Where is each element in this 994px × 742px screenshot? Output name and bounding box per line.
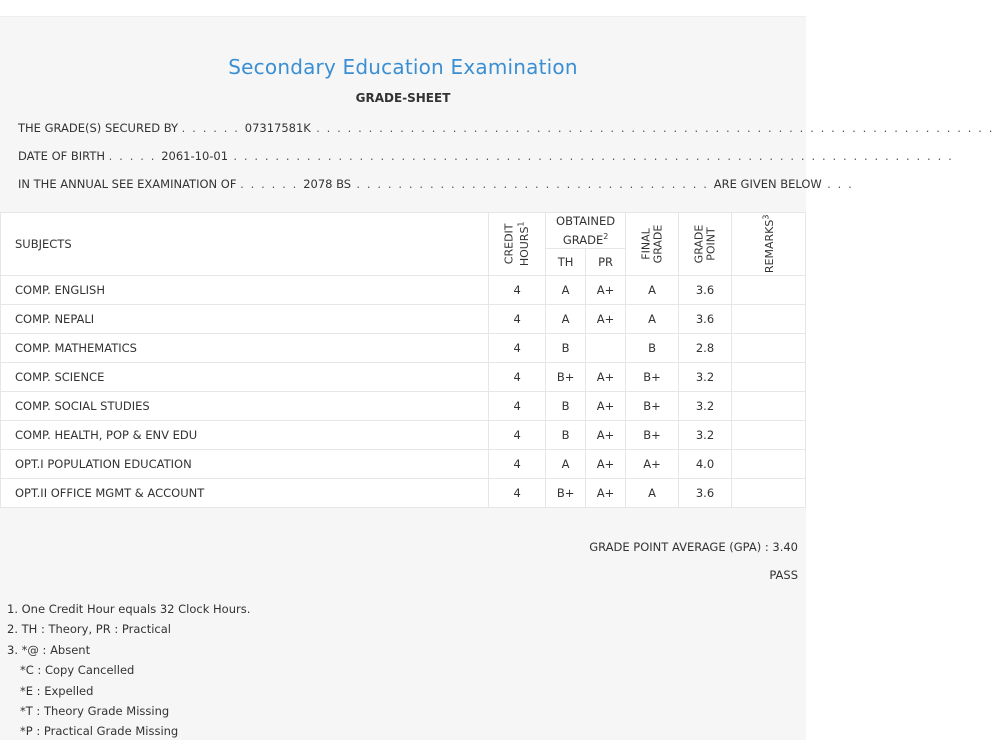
grade-point-cell: 3.2 (679, 391, 732, 420)
final-grade-cell: B (626, 333, 679, 362)
subject-cell: COMP. ENGLISH (1, 275, 489, 304)
grade-sheet-panel (0, 16, 994, 740)
symbol-number: 07317581K (244, 121, 311, 135)
header-th: TH (546, 248, 586, 275)
th-grade-cell: A (546, 275, 586, 304)
grade-point-cell: 3.6 (679, 478, 732, 507)
remarks-cell (731, 362, 805, 391)
pr-grade-cell: A+ (586, 478, 626, 507)
pr-grade-cell: A+ (586, 449, 626, 478)
remarks-cell (731, 304, 805, 333)
info-secured-line: THE GRADE(S) SECURED BY . . . . . . 07317581K . . . . . . . . . . . . . . . . . . . . . . . . . . . . . . . . . . . . . . . . . . . . . . . . . . . . . . . . . . . . . . . . . (18, 121, 994, 135)
pr-grade-cell (586, 333, 626, 362)
grade-point-cell: 4.0 (679, 449, 732, 478)
credit-cell: 4 (489, 449, 546, 478)
credit-cell: 4 (489, 478, 546, 507)
th-grade-cell: B (546, 391, 586, 420)
credit-cell: 4 (489, 333, 546, 362)
grade-point-cell: 3.6 (679, 275, 732, 304)
subject-cell: COMP. NEPALI (1, 304, 489, 333)
table-row (1, 391, 806, 420)
subject-cell: OPT.II OFFICE MGMT & ACCOUNT (1, 478, 489, 507)
exam-label: IN THE ANNUAL SEE EXAMINATION OF (18, 177, 237, 191)
header-obtained-grade: OBTAINED GRADE$^2$ (546, 213, 626, 249)
credit-cell: 4 (489, 420, 546, 449)
gpa-summary: GRADE POINT AVERAGE (GPA) : 3.40 (589, 540, 798, 554)
remarks-cell (731, 478, 805, 507)
pr-grade-cell: A+ (586, 275, 626, 304)
grade-point-cell: 3.2 (679, 362, 732, 391)
final-grade-cell: A+ (626, 449, 679, 478)
pr-grade-cell: A+ (586, 304, 626, 333)
th-grade-cell: B (546, 333, 586, 362)
subject-cell: COMP. MATHEMATICS (1, 333, 489, 362)
exam-year: 2078 BS (303, 177, 352, 191)
header-grade-point: GRADE POINT (679, 213, 732, 276)
page-subtitle: GRADE-SHEET (355, 91, 451, 105)
table-header-row (1, 213, 806, 249)
result-status: PASS (769, 568, 798, 582)
remarks-cell (731, 333, 805, 362)
credit-cell: 4 (489, 275, 546, 304)
grade-point-cell: 2.8 (679, 333, 732, 362)
table-row (1, 275, 806, 304)
footnote-item: *C : Copy Cancelled (20, 663, 135, 678)
exam-suffix: ARE GIVEN BELOW (713, 177, 822, 191)
grade-point-cell: 3.2 (679, 420, 732, 449)
grade-point-cell: 3.6 (679, 304, 732, 333)
pr-grade-cell: A+ (586, 391, 626, 420)
subject-cell: COMP. HEALTH, POP & ENV EDU (1, 420, 489, 449)
table-row (1, 478, 806, 507)
secured-label: THE GRADE(S) SECURED BY (18, 121, 179, 135)
th-grade-cell: B+ (546, 478, 586, 507)
remarks-cell (731, 391, 805, 420)
subject-cell: COMP. SOCIAL STUDIES (1, 391, 489, 420)
header-credit-hours: CREDIT HOURS$^1$ (489, 213, 546, 276)
table-row (1, 420, 806, 449)
dob-value: 2061-10-01 (161, 149, 229, 163)
footnote-item: *E : Expelled (20, 683, 94, 698)
grades-table (0, 212, 806, 508)
credit-cell: 4 (489, 304, 546, 333)
subject-cell: OPT.I POPULATION EDUCATION (1, 449, 489, 478)
info-dob-line: DATE OF BIRTH . . . . . 2061-10-01 . . . . . . . . . . . . . . . . . . . . . . . . . . . . . . . . . . . . . . . . . . . . . . . . . . . . . . . . . . . . . . . . . . . . . (18, 149, 954, 163)
pr-grade-cell: A+ (586, 420, 626, 449)
info-exam-line: IN THE ANNUAL SEE EXAMINATION OF . . . . . . 2078 BS . . . . . . . . . . . . . . . . . . . . . . . . . . . . . . . . . . ARE GIVEN BELOW . . . (18, 177, 854, 191)
th-grade-cell: B (546, 420, 586, 449)
header-subjects: SUBJECTS (1, 213, 489, 276)
table-row (1, 333, 806, 362)
footnote-item: *P : Practical Grade Missing (20, 724, 179, 739)
pr-grade-cell: A+ (586, 362, 626, 391)
final-grade-cell: B+ (626, 420, 679, 449)
final-grade-cell: A (626, 478, 679, 507)
table-row (1, 362, 806, 391)
header-final-grade: FINAL GRADE (626, 213, 679, 276)
final-grade-cell: A (626, 275, 679, 304)
table-row (1, 449, 806, 478)
credit-cell: 4 (489, 362, 546, 391)
final-grade-cell: B+ (626, 362, 679, 391)
page-title: Secondary Education Examination (228, 55, 578, 79)
header-remarks: REMARKS$^3$ (731, 213, 805, 276)
credit-cell: 4 (489, 391, 546, 420)
header-pr: PR (586, 248, 626, 275)
final-grade-cell: B+ (626, 391, 679, 420)
th-grade-cell: A (546, 304, 586, 333)
final-grade-cell: A (626, 304, 679, 333)
remarks-cell (731, 449, 805, 478)
dob-label: DATE OF BIRTH (18, 149, 106, 163)
footnote-item: 3. *@ : Absent (7, 642, 91, 657)
footnote-item: 2. TH : Theory, PR : Practical (7, 622, 171, 637)
table-row (1, 304, 806, 333)
footnote-item: *T : Theory Grade Missing (20, 704, 170, 719)
th-grade-cell: B+ (546, 362, 586, 391)
footnotes (7, 599, 250, 742)
footnote-item: 1. One Credit Hour equals 32 Clock Hours. (7, 602, 251, 616)
remarks-cell (731, 420, 805, 449)
remarks-cell (731, 275, 805, 304)
th-grade-cell: A (546, 449, 586, 478)
subject-cell: COMP. SCIENCE (1, 362, 489, 391)
